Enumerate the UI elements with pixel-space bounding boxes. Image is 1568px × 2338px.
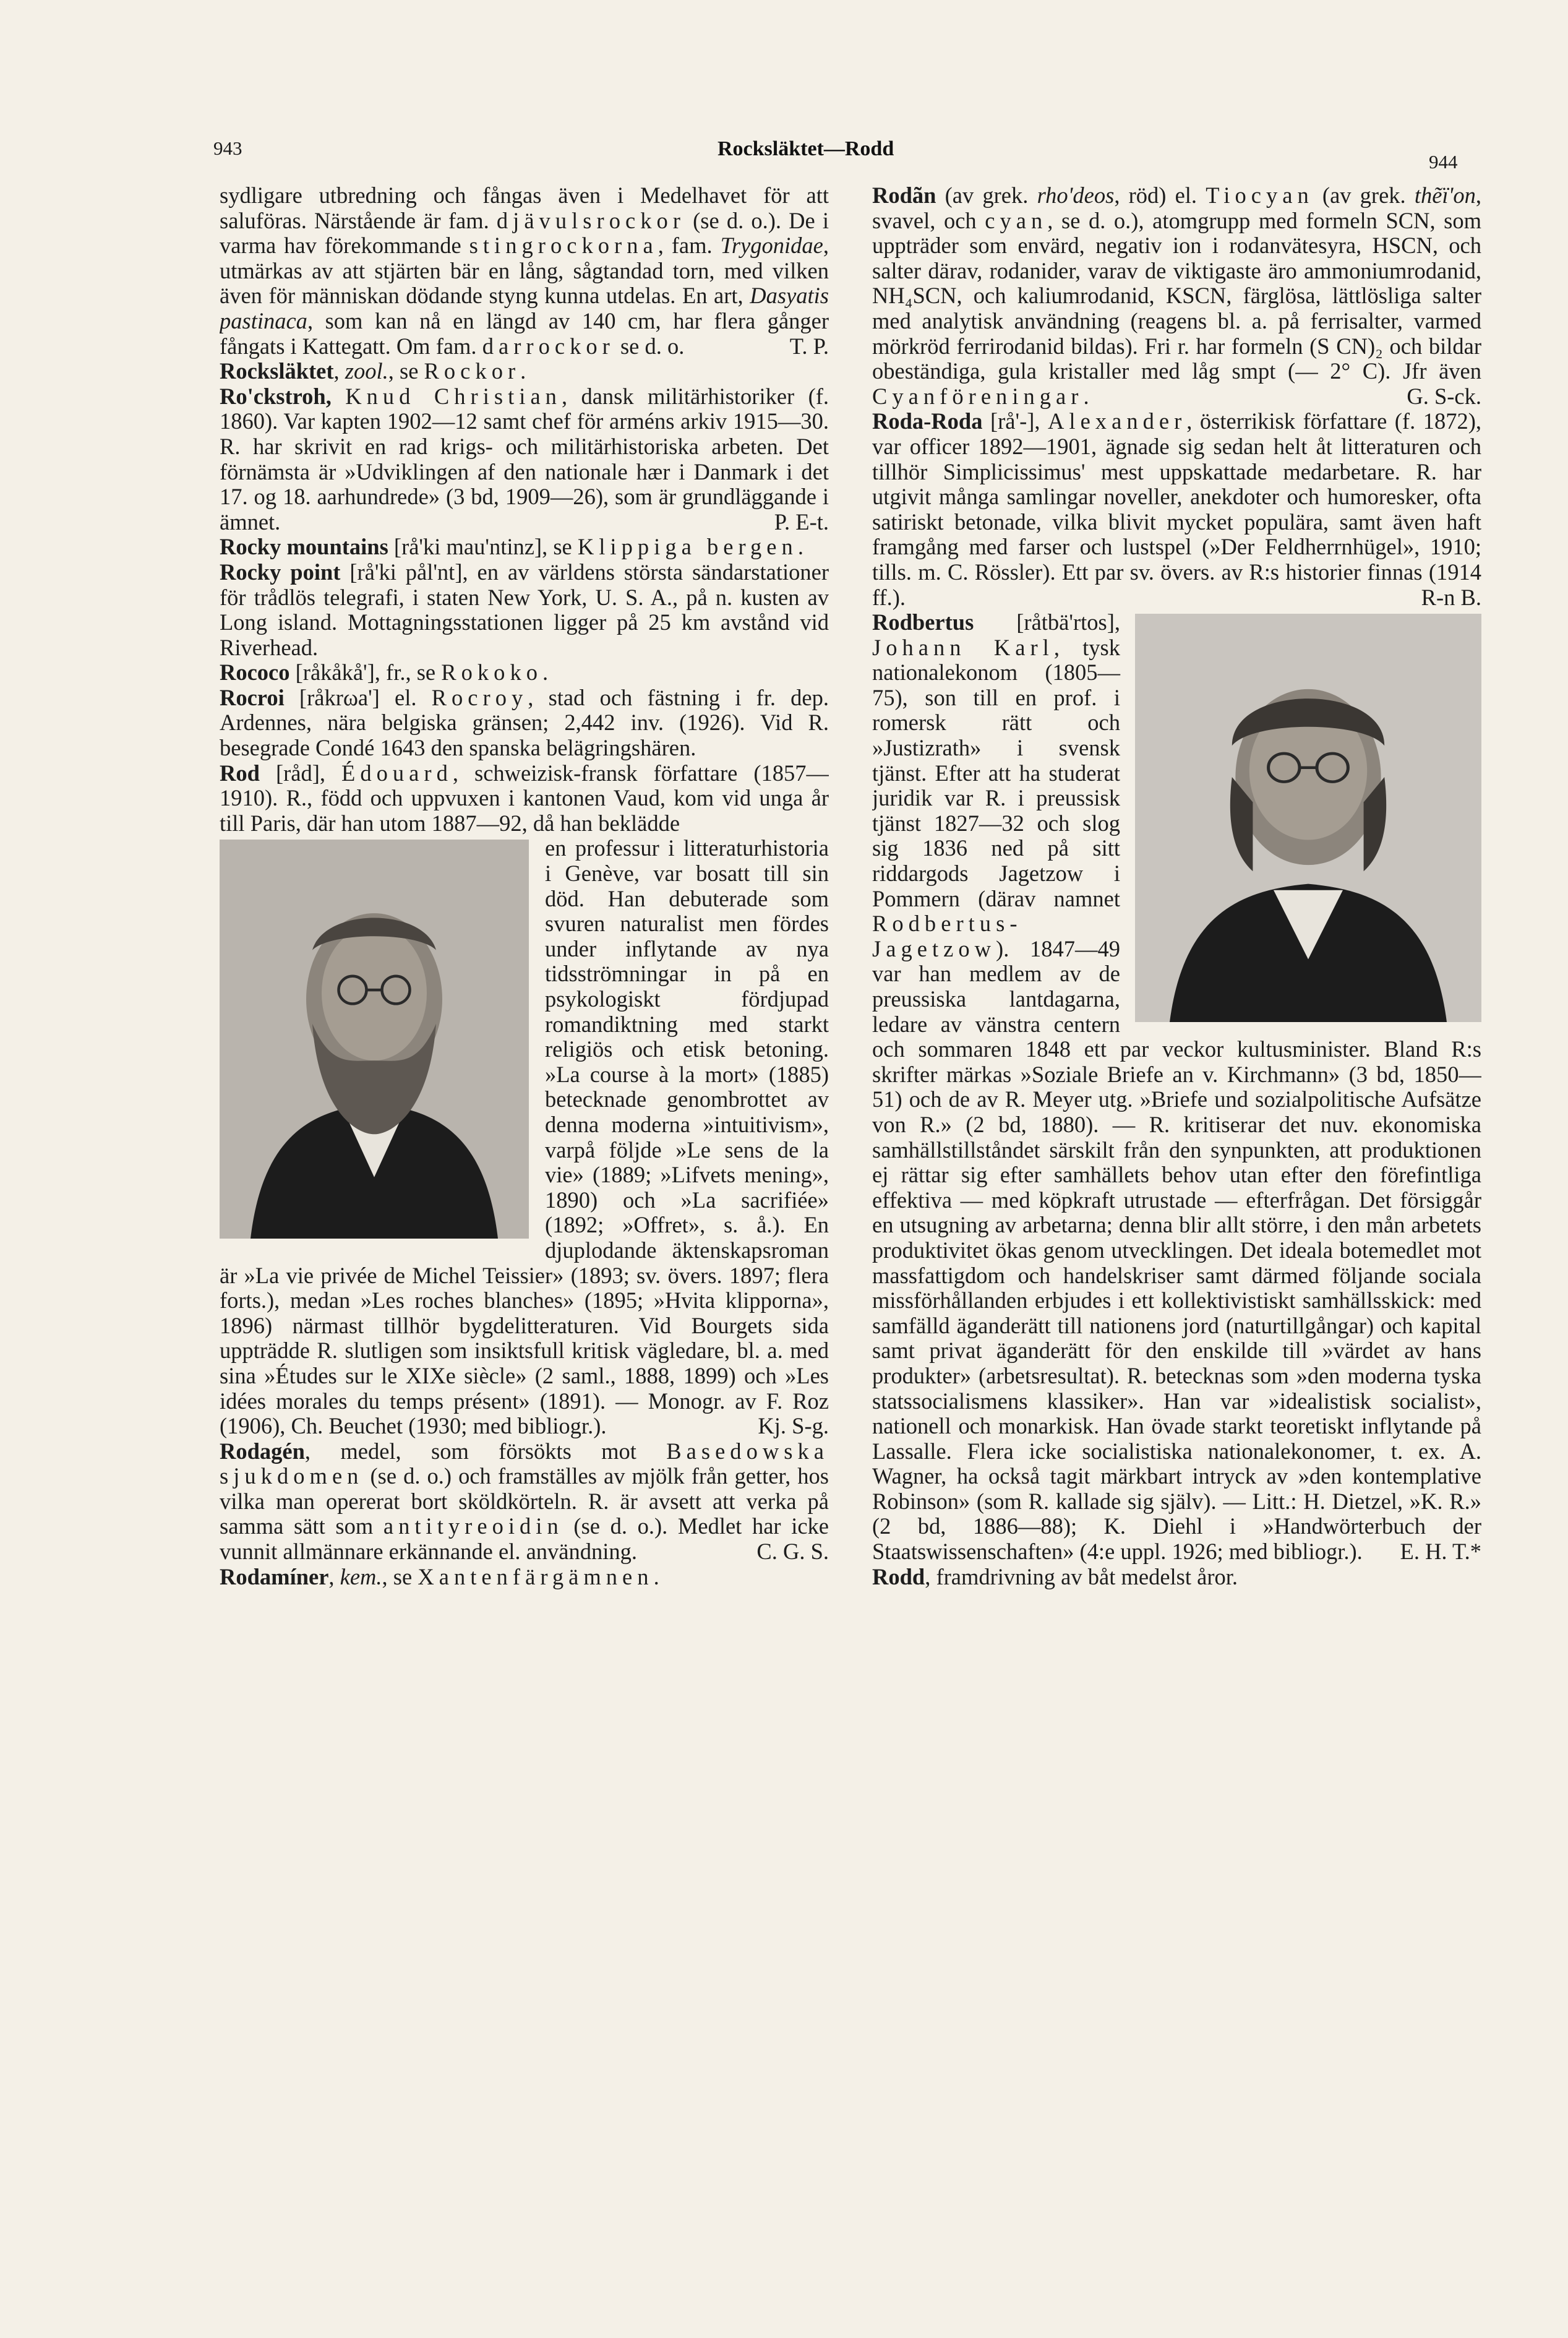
entry-text: [råtbä'rtos], [974, 609, 1120, 635]
cross-reference: cyan [985, 207, 1048, 233]
entry-text: en professur i litteraturhistoria i Genève, var bosatt till sin död. Han debuterade som svuren naturalist men fördes under inflytande av nya tidsströmningar in på en psykologiskt fördjupad romandiktning med starkt religiös och etisk betoning. »La course à la mort» (1885) betecknade genombrottet av denna moderna »intuitivism», varpå följde »Le sens de la vie» (1889; »Lifvets mening», 1890) och »La sacrifiée» (1892; »Offret», s. å.). En djuplodande äktenskapsroman är »La vie privée de Michel Teissier» (1893; sv. övers. 1897; flera forts.), medan »Les roches blanches» (1895; »Hvita klipporna», 1896) närmast tillhör bygdelitteraturen. Vid Bourgets sida uppträdde R. slutligen som insiktsfull kritisk vägledare, bl. a. med sina »Études sur le XIXe siècle» (2 saml., 1888, 1899) och »Les idées morales du temps présent» (1891). — Monogr. av F. Roz (1906), Ch. Beuchet (1930; med bibliogr.). [220, 835, 829, 1439]
entry-paragraph [220, 1439, 829, 1565]
entry-text: , tysk nationalekonom (1805—75), son till en prof. i romersk rätt och »Justizrath» i svensk tjänst. Efter att ha studerat juridik var R. i preussisk tjänst 1827—32 och slog sig 1836 ned på sitt riddargods Jagetzow i Pommern (därav namnet [872, 634, 1120, 911]
page-number-left: 943 [213, 137, 242, 159]
entry-text: (se d. o.) och framställes av mjölk från getter, hos vilka man opererat bort sköldkörteln. R. är avsett att verka på samma sätt som [220, 1463, 829, 1539]
entry-text: , röd) el. [1114, 183, 1206, 208]
entry-paragraph [220, 183, 829, 359]
portrait-rodbertus [1135, 614, 1481, 1022]
entry-text: , utmärkas av att stjärten bär en lång, sågtandad torn, med vilken även för människan dödande styng kunna utdelas. En art, [220, 233, 829, 309]
entry-headword: Rodamíner [220, 1563, 329, 1589]
entry-text: , svavel, och [872, 183, 1481, 233]
entry-text: (av grek. [1313, 183, 1415, 208]
entry-text: se d. o. [614, 333, 685, 359]
right-column [872, 183, 1481, 2250]
entry-text: , [333, 358, 345, 384]
author-signature: Kj. S-g. [758, 1413, 829, 1439]
entry-text: , se d. o.), atomgrupp med formeln SCN, som uppträder som envärd, negativ ion i rodanvätesyra, HSCN, och salter därav, rodanider, varav de viktigaste äro ammoniumrodanid, NH₄SCN, och kaliumrodanid, KSCN, färglösa, lättlösliga salter med analytisk användning (reagens bl. a. på ferrisalter, varmed mörkröd ferrirodanid bildas). Fri r. har formeln (S CN)₂ och bildar obeständiga, gula kristaller med låg smpt (— 2° C). Jfr även [872, 207, 1481, 384]
cross-reference: Johann Karl [872, 634, 1054, 660]
entry-paragraph [220, 660, 829, 685]
portrait-edouard-rod [220, 840, 529, 1239]
entry-text: , se [388, 358, 424, 384]
entry-headword: Ro'ckstroh, [220, 383, 332, 409]
entry-text: , medel, som försökts mot [304, 1438, 667, 1464]
cross-reference: Tiocyan [1206, 183, 1314, 208]
entry-headword: Rocksläktet [220, 358, 334, 384]
entry-text: thẽï'on [1414, 183, 1476, 208]
cross-reference: Rocroy [431, 684, 528, 710]
running-head: Rocksläktet—Rodd [718, 137, 894, 160]
entry-text: , österrikisk författare (f. 1872), var officer 1892—1901, ägnade sig sedan helt åt litteraturen och tillhör Simplicissimus' mest uppskattade medarbetare. R. har utgivit många samlingar noveller, anekdoter och humoresker, ofta satiriskt betonade, vilka blivit mycket populära, samt även haft framgång med farser och lustspel (»Der Feldherrnhügel», 1910; tills. m. C. Rössler). Ett par sv. övers. av R:s historier finnas (1914 ff.). [872, 408, 1481, 610]
entry-text: [råkrωa'] el. [284, 684, 432, 710]
entry-text: (av grek. [936, 183, 1037, 208]
cross-reference: Rodbertus-Jagetzow [872, 911, 1022, 961]
entry-text: rho'deos [1037, 183, 1115, 208]
author-signature: P. E-t. [774, 509, 829, 535]
cross-reference: Rockor [424, 358, 521, 384]
entry-paragraph [220, 1565, 829, 1590]
entry-paragraph [220, 535, 829, 560]
entry-headword: Rod [220, 760, 260, 786]
entry-text [332, 384, 345, 409]
entry-text: [rå'-], [982, 408, 1048, 434]
entry-text: ). 1847—49 var han medlem av de preussiska lantdagarna, ledare av vänstra centern och sommaren 1848 ett par veckor kultusminister. Bland R:s skrifter märkas »Soziale Briefe an v. Kirchmann» (3 bd, 1850—51) och de av R. Meyer utg. »Briefe und sozialpolitische Aufsätze von R.» (2 bd, 1880). — R. kritiserar det nuv. ekonomiska samhällstillståndet särskilt från den synpunkten, att produktionen ej rättar sig efter samhällets behov utan efter den förefintliga effektiva — med köpkraft utrustade — efterfrågan. Det försiggår en utsugning av arbetarna; denna blir allt större, i den mån arbetets produktivitet ökas genom utvecklingen. Det ideala botemedlet mot massfattigdom och handelskriser samt därmed följande sociala missförhållanden erbjudes i ett kollektivistiskt samhällsskick: med samfälld äganderätt till nationens jord (naturtillgångar) och kapital samt privat äganderätt för den enskilde till »värdet av hans produkter» (arbetsresultat). R. betecknas som »den moderna tyska statssocialismens klassiker». Han var »idealistisk socialist», nationell och monarkisk. Han övade starkt teoretiskt inflytande på Lassalle. Flera icke socialistiska nationalekonomer, t. ex. A. Wagner, ha också tagit märkbart intryck av »den kontemplative Robinson» (som R. kallade sig själv). — Litt.: H. Dietzel, »K. R.» (2 bd, 1886—88); K. Diehl i »Handwörterbuch der Staatswissenschaften» (4:e uppl. 1926; med bibliogr.). [872, 935, 1481, 1565]
cross-reference: Xantenfärgämnen [418, 1563, 654, 1589]
entry-text: Trygonidae [720, 233, 823, 259]
entry-headword: Rodãn [872, 183, 936, 208]
author-signature: C. G. S. [756, 1539, 829, 1565]
entry-paragraph [872, 409, 1481, 610]
author-signature: E. H. T.* [1400, 1539, 1481, 1565]
entry-text: [rå'ki mau'ntinz], se [388, 534, 578, 560]
entry-text: [råkåkå'], fr., se [289, 660, 442, 685]
entry-text: , som kan nå en längd av 140 cm, har flera gånger fångats i Kattegatt. Om fam. [220, 307, 829, 359]
left-column [220, 183, 829, 2250]
entry-headword: Rocroi [220, 684, 285, 710]
entry-text: (se d. o.). Medlet har icke vunnit allmännare erkännande el. användning. [220, 1513, 829, 1565]
entry-text: . [797, 534, 803, 560]
entry-headword: Rodbertus [872, 609, 974, 635]
cross-reference: Cyanföreningar [872, 383, 1084, 409]
entry-text: [rå'ki pål'nt], en av världens största sändarstationer för trådlös telegrafi, i staten New York, U. S. A., på n. kusten av Long island. Mottagningsstationen ligger på 25 km avstånd vid Riverhead. [220, 559, 829, 660]
cross-reference: darrockor [482, 333, 615, 359]
entry-paragraph [220, 761, 829, 836]
entry-paragraph [220, 560, 829, 660]
entry-text: (se d. o.). De i varma hav förekommande [220, 207, 829, 259]
entry-headword: Rodagén [220, 1438, 305, 1464]
entry-paragraph [872, 1565, 1481, 1590]
cross-reference: Édouard [341, 760, 453, 786]
entry-text: zool. [345, 358, 388, 384]
entry-text: . [542, 660, 549, 685]
cross-reference: Knud Christian [345, 383, 562, 409]
entry-text: sydligare utbredning och fångas även i Medelhavet för att saluföras. Närstående är fam. [220, 183, 829, 233]
entry-text: , framdrivning av båt medelst åror. [925, 1563, 1238, 1589]
cross-reference: antityreoidin [383, 1513, 563, 1539]
page-number-right: 944 [1429, 151, 1458, 173]
author-signature: R-n B. [1421, 584, 1481, 610]
entry-text: [råd], [259, 760, 341, 786]
entry-paragraph [220, 384, 829, 535]
entry-headword: Rococo [220, 660, 290, 685]
entry-text: , dansk militärhistoriker (f. 1860). Var kapten 1902—12 samt chef för arméns arkiv 1915—30. R. har skrivit en rad krigs- och militärhistoriska arbeten. Det förnämsta är »Udviklingen af den nationale hær i Danmark i det 17. og 18. aarhundrede» (3 bd, 1909—26), som är grundläggande i ämnet. [220, 383, 829, 535]
cross-reference: Klippiga bergen [577, 534, 798, 560]
author-signature: T. P. [789, 333, 829, 359]
entry-headword: Rodd [872, 1563, 925, 1589]
entry-text: kem. [340, 1563, 382, 1589]
cross-reference: djävulsrockor [496, 207, 685, 233]
entry-headword: Roda-Roda [872, 408, 983, 434]
cross-reference: Alexander [1048, 408, 1187, 434]
entry-text: , schweizisk-fransk författare (1857—1910). R., född och uppvuxen i kantonen Vaud, kom vid unga år till Paris, där han utom 1887—92, då han beklädde [220, 760, 829, 836]
entry-text: . [1083, 383, 1089, 409]
entry-text: . [653, 1563, 659, 1589]
entry-text: , [328, 1563, 340, 1589]
entry-text: Dasyatis pastinaca [220, 283, 829, 333]
cross-reference: stingrockorna [469, 233, 658, 259]
author-signature: G. S-ck. [1407, 383, 1481, 409]
entry-text: , stad och fästning i fr. dep. Ardennes, nära belgiska gränsen; 2,442 inv. (1926). Vid R. besegrade Condé 1643 den spanska belägringshären. [220, 684, 829, 761]
entry-headword: Rocky mountains [220, 534, 388, 560]
entry-paragraph [872, 183, 1481, 409]
entry-headword: Rocky point [220, 559, 341, 585]
cross-reference: Rokoko [441, 660, 543, 685]
cross-reference: Basedowska sjukdomen [220, 1438, 829, 1489]
entry-text: , se [382, 1563, 418, 1589]
entry-text: , fam. [658, 233, 721, 259]
entry-text: . [520, 358, 526, 384]
entry-paragraph [220, 359, 829, 384]
entry-paragraph [220, 685, 829, 761]
